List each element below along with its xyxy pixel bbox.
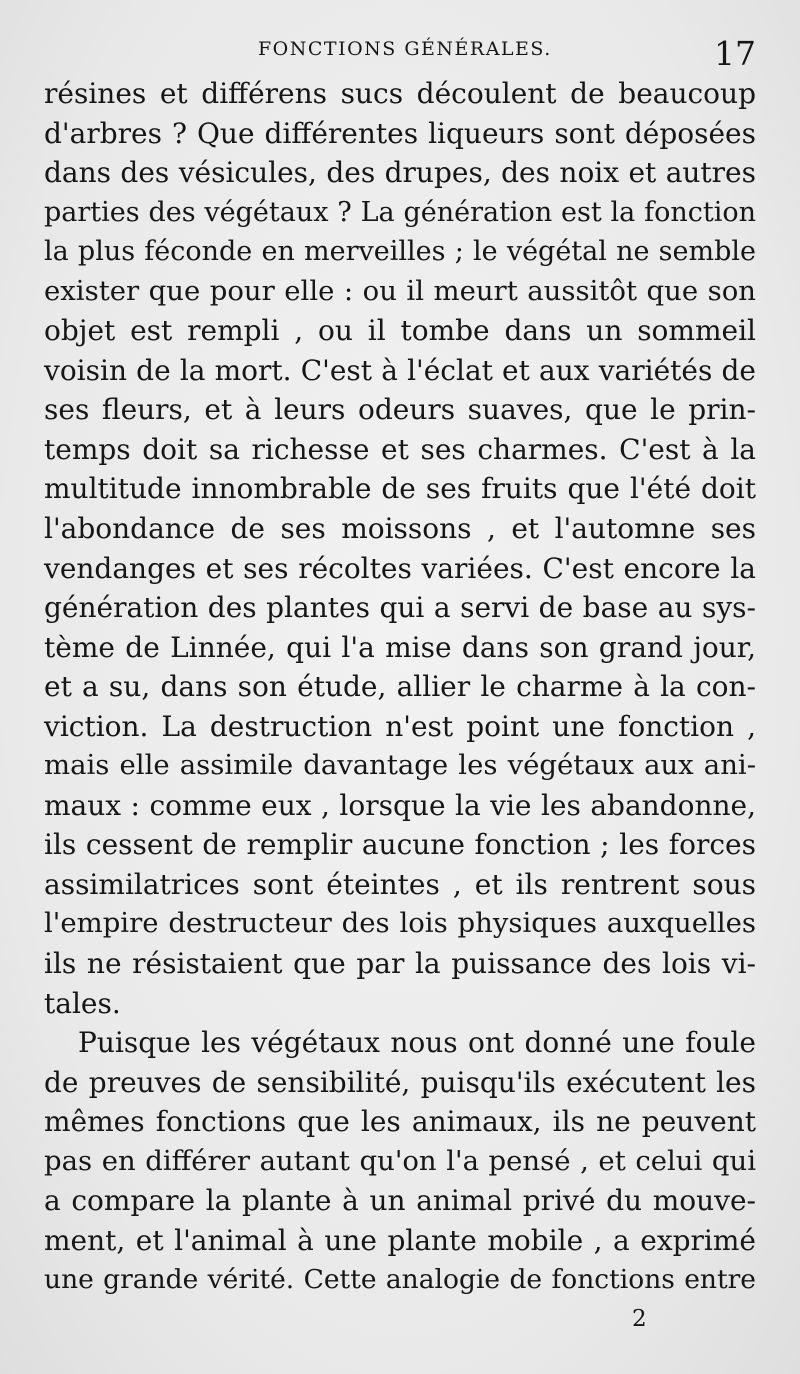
text-line: ment, et l'animal à une plante mobile , a exprimé: [44, 1223, 756, 1257]
text-line: ils ne résistaient que par la puissance des lois vi-: [44, 947, 756, 981]
text-line: mais elle assimile davantage les végétaux aux ani-: [44, 749, 756, 782]
text-line: vendanges et ses récoltes variées. C'est encore la: [44, 551, 756, 585]
text-line: temps doit sa richesse et ses charmes. C'est à la: [44, 432, 756, 466]
text-line: pas en différer autant qu'on l'a pensé , et celui qui: [44, 1144, 756, 1177]
text-line: exister que pour elle : ou il meurt aussitôt que son: [44, 274, 756, 307]
text-line: une grande vérité. Cette analogie de fonctions entre: [44, 1264, 756, 1296]
text-line: viction. La destruction n'est point une fonction ,: [44, 709, 756, 743]
text-line: de preuves de sensibilité, puisqu'ils exécutent les: [44, 1065, 756, 1099]
text-line: mêmes fonctions que les animaux, ils ne peuvent: [44, 1105, 756, 1139]
signature-mark: 2: [632, 1306, 647, 1332]
paragraph-1: [44, 74, 756, 1023]
text-line: a compare la plante à un animal privé du mouve-: [44, 1184, 756, 1218]
text-line: voisin de la mort. C'est à l'éclat et aux variétés de: [44, 353, 756, 387]
text-line: d'arbres ? Que différentes liqueurs sont déposées: [44, 116, 756, 150]
text-line: la plus féconde en merveilles ; le végétal ne semble: [44, 236, 756, 268]
body-text: [44, 74, 756, 1300]
text-line: maux : comme eux , lorsque la vie les abandonne,: [44, 788, 756, 822]
text-line: multitude innombrable de ses fruits que l'été doit: [44, 472, 756, 506]
text-line: objet est rempli , ou il tombe dans un sommeil: [44, 314, 756, 348]
text-line: assimilatrices sont éteintes , et ils rentrent sous: [44, 867, 756, 901]
text-line: parties des végétaux ? La génération est la fonction: [44, 196, 756, 228]
text-line: tales.: [44, 986, 121, 1020]
text-line: Puisque les végétaux nous ont donné une foule: [78, 1026, 756, 1060]
running-head: [0, 30, 800, 73]
page-number: 17: [714, 34, 756, 73]
text-line: ils cessent de remplir aucune fonction ; les forces: [44, 828, 756, 862]
text-line: tème de Linnée, qui l'a mise dans son grand jour,: [44, 630, 756, 664]
text-line: génération des plantes qui a servi de base au sys-: [44, 591, 756, 625]
text-line: résines et différens sucs découlent de beaucoup: [44, 77, 756, 110]
text-line: ses fleurs, et à leurs odeurs suaves, que le prin-: [44, 393, 756, 427]
paragraph-2: [44, 1023, 756, 1300]
text-line: l'abondance de ses moissons , et l'automne ses: [44, 512, 756, 546]
running-title: FONCTIONS GÉNÉRALES.: [258, 38, 552, 60]
text-line: l'empire destructeur des lois physiques auxquelles: [44, 907, 756, 940]
text-line: et a su, dans son étude, allier le charme à la con-: [44, 670, 756, 704]
text-line: dans des vésicules, des drupes, des noix et autres: [44, 156, 756, 190]
